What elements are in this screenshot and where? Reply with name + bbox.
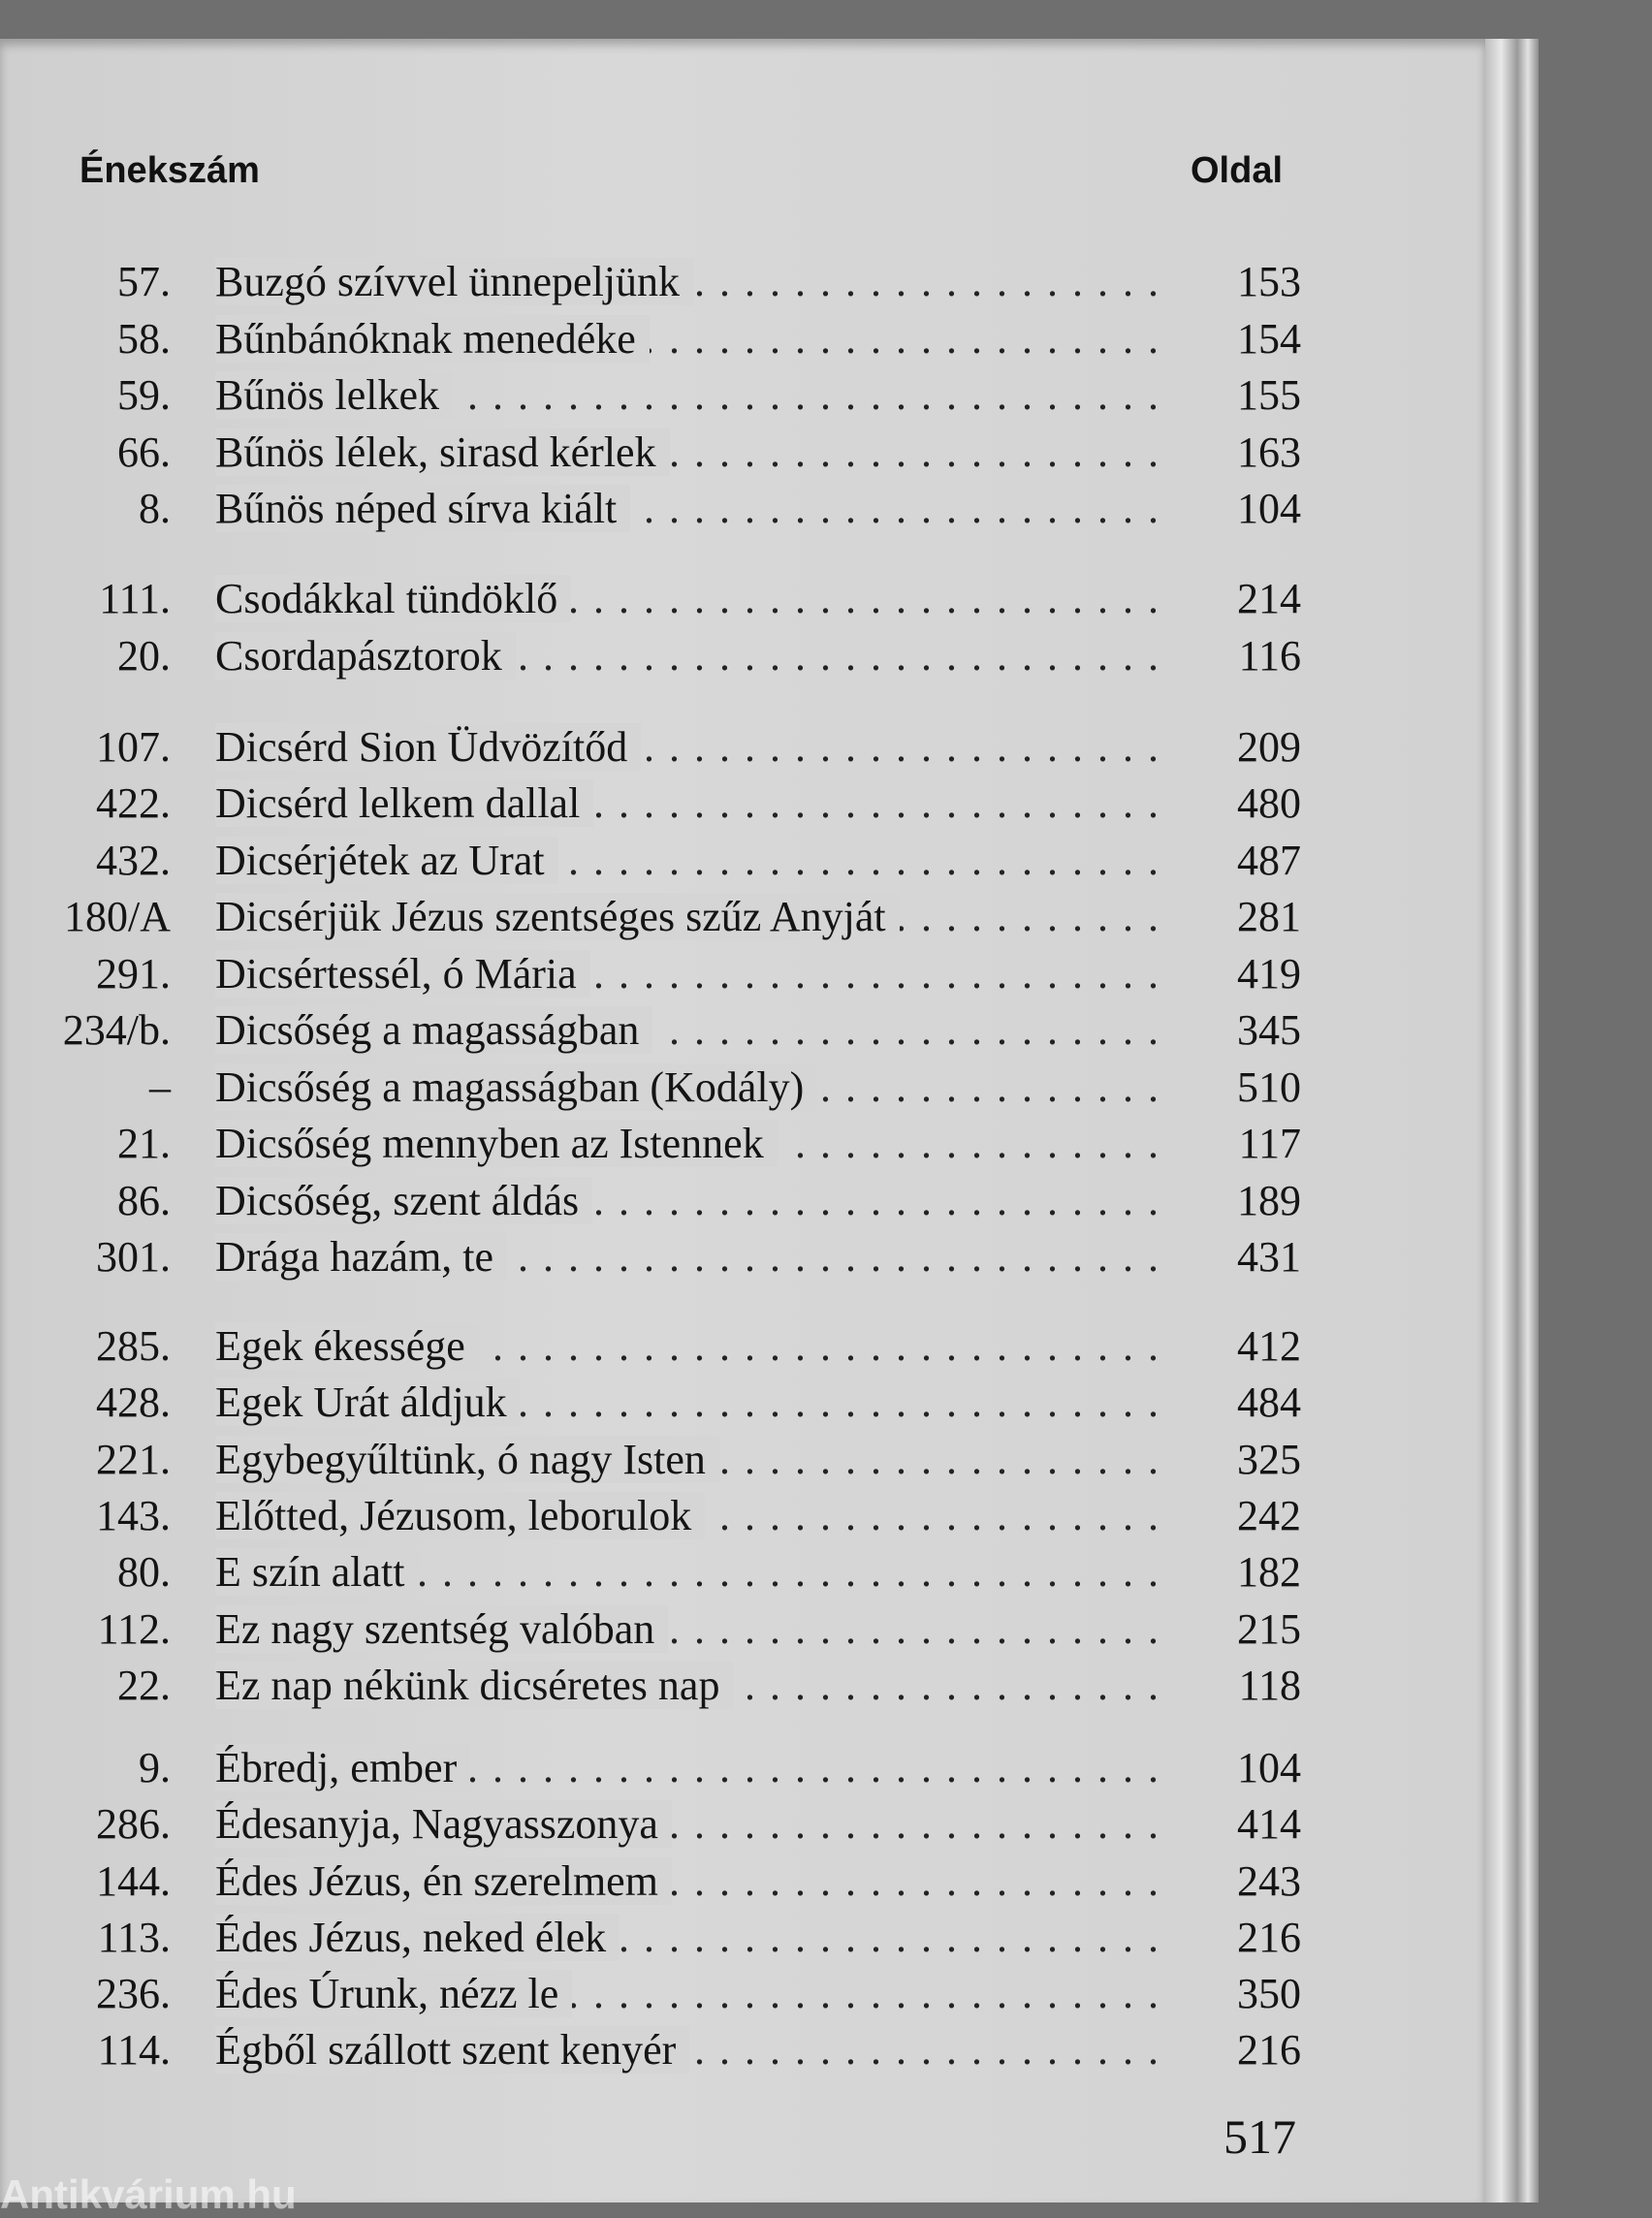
index-entry [0, 1911, 1485, 1965]
song-title: Buzgó szívvel ünnepeljünk [215, 258, 693, 305]
song-title: Édes Jézus, neked élek [215, 1914, 620, 1961]
song-page: 243 [1237, 1857, 1301, 1905]
index-entry [0, 947, 1485, 1001]
song-title-line [215, 482, 1175, 536]
song-page: 325 [1237, 1436, 1301, 1483]
index-entry [0, 1117, 1485, 1171]
song-number: 291. [96, 950, 171, 998]
song-title-line [215, 1174, 1175, 1228]
song-number: 86. [117, 1177, 171, 1224]
song-title-line [215, 1854, 1175, 1909]
song-page: 484 [1237, 1378, 1301, 1426]
index-entry [0, 1854, 1485, 1909]
song-title-line [215, 1433, 1175, 1487]
index-entry [0, 720, 1485, 775]
song-page: 209 [1237, 723, 1301, 771]
song-title-line [215, 1230, 1175, 1284]
song-title-line [215, 1489, 1175, 1543]
song-title: Ez nap nékünk dicséretes nap [215, 1662, 733, 1709]
song-title: Ébredj, ember [215, 1744, 470, 1791]
song-title-line [215, 2023, 1175, 2077]
index-entry [0, 1319, 1485, 1374]
song-title: Csodákkal tündöklő [215, 575, 571, 622]
index-entry [0, 1433, 1485, 1487]
song-page: 182 [1237, 1548, 1301, 1596]
song-title: Dicsérjük Jézus szentséges szűz Anyját [215, 893, 900, 940]
song-title: Előtted, Jézusom, leborulok [215, 1492, 705, 1539]
song-title-line [215, 1545, 1175, 1600]
song-page: 163 [1237, 428, 1301, 476]
index-entry [0, 2023, 1485, 2077]
song-number: 112. [97, 1605, 171, 1653]
song-title-line [215, 1319, 1175, 1374]
song-title: Dicsérjétek az Urat [215, 837, 558, 884]
header-song-number: Énekszám [79, 150, 260, 191]
song-title-line [215, 1659, 1175, 1713]
song-page: 350 [1237, 1970, 1301, 2017]
song-number: 114. [97, 2026, 171, 2074]
song-page: 281 [1237, 893, 1301, 940]
song-number: 286. [96, 1800, 171, 1848]
song-number: 221. [96, 1436, 171, 1483]
song-title-line [215, 629, 1175, 683]
index-entry [0, 312, 1485, 366]
index-entry [0, 1545, 1485, 1600]
song-number: 428. [96, 1378, 171, 1426]
song-title: Égből szállott szent kenyér [215, 2026, 689, 2074]
song-page: 480 [1237, 779, 1301, 827]
song-title-line [215, 890, 1175, 944]
index-entry [0, 482, 1485, 536]
song-number: – [149, 1063, 171, 1111]
song-title-line [215, 834, 1175, 888]
song-page: 215 [1237, 1605, 1301, 1653]
song-page: 104 [1237, 485, 1301, 532]
song-number: 66. [117, 428, 171, 476]
song-title-line [215, 1741, 1175, 1795]
index-entry [0, 834, 1485, 888]
song-title: Ez nagy szentség valóban [215, 1605, 668, 1653]
song-number: 59. [117, 371, 171, 419]
header-page: Oldal [1191, 150, 1284, 191]
song-number: 107. [96, 723, 171, 771]
index-entry [0, 776, 1485, 831]
index-entry [0, 1003, 1485, 1058]
book-cover-edge [1485, 39, 1539, 2202]
index-entry [0, 255, 1485, 309]
song-number: 143. [96, 1492, 171, 1539]
index-entry [0, 1659, 1485, 1713]
song-page: 116 [1238, 632, 1301, 680]
song-title: Bűnös néped sírva kiált [215, 485, 630, 532]
index-entry [0, 572, 1485, 626]
song-number: 180/A [64, 893, 171, 940]
song-title: Egybegyűltünk, ó nagy Isten [215, 1436, 719, 1483]
song-number: 57. [117, 258, 171, 305]
song-title-line [215, 1911, 1175, 1965]
song-title-line [215, 1117, 1175, 1171]
song-number: 22. [117, 1662, 171, 1709]
song-page: 214 [1237, 575, 1301, 622]
song-title-line [215, 255, 1175, 309]
index-entry [0, 890, 1485, 944]
song-page: 431 [1237, 1233, 1301, 1281]
song-number: 144. [96, 1857, 171, 1905]
song-title-line [215, 426, 1175, 480]
index-entry [0, 1376, 1485, 1430]
song-title-line [215, 776, 1175, 831]
song-number: 21. [117, 1120, 171, 1167]
song-page: 104 [1237, 1744, 1301, 1791]
song-page: 487 [1237, 837, 1301, 884]
song-page: 412 [1237, 1322, 1301, 1370]
song-title: E szín alatt [215, 1548, 419, 1596]
song-page: 189 [1237, 1177, 1301, 1224]
song-title-line [215, 1003, 1175, 1058]
song-title: Dicsérd lelkem dallal [215, 779, 593, 827]
song-page: 216 [1237, 2026, 1301, 2074]
index-entry [0, 1174, 1485, 1228]
song-title-line [215, 1061, 1175, 1115]
song-title-line [215, 572, 1175, 626]
song-page: 155 [1237, 371, 1301, 419]
song-page: 118 [1238, 1662, 1301, 1709]
song-number: 80. [117, 1548, 171, 1596]
song-page: 414 [1237, 1800, 1301, 1848]
song-number: 432. [96, 837, 171, 884]
song-number: 8. [139, 485, 171, 532]
song-page: 117 [1238, 1120, 1301, 1167]
song-title-line [215, 1797, 1175, 1852]
song-title: Csordapásztorok [215, 632, 516, 680]
song-title-line [215, 947, 1175, 1001]
song-number: 422. [96, 779, 171, 827]
song-number: 234/b. [62, 1006, 171, 1054]
song-number: 113. [97, 1914, 171, 1961]
song-title: Dicsérd Sion Üdvözítőd [215, 723, 641, 771]
index-entry [0, 1489, 1485, 1543]
song-title: Egek ékessége [215, 1322, 479, 1370]
index-entry [0, 426, 1485, 480]
watermark: Antikvárium.hu [0, 2171, 297, 2217]
song-title-line [215, 368, 1175, 423]
song-page: 216 [1237, 1914, 1301, 1961]
song-number: 58. [117, 315, 171, 363]
song-title-line [215, 1967, 1175, 2021]
song-title: Édesanyja, Nagyasszonya [215, 1800, 672, 1848]
song-title-line [215, 1602, 1175, 1657]
song-title-line [215, 312, 1175, 366]
page-number: 517 [1223, 2109, 1296, 2164]
index-entry [0, 1741, 1485, 1795]
index-entry [0, 1230, 1485, 1284]
song-page: 153 [1237, 258, 1301, 305]
song-page: 154 [1237, 315, 1301, 363]
song-title: Dicsőség, szent áldás [215, 1177, 592, 1224]
song-number: 111. [99, 575, 171, 622]
song-title: Bűnös lélek, sirasd kérlek [215, 428, 670, 476]
index-entry [0, 368, 1485, 423]
song-number: 301. [96, 1233, 171, 1281]
index-entry [0, 629, 1485, 683]
index-entry [0, 1967, 1485, 2021]
song-number: 236. [96, 1970, 171, 2017]
song-title-line [215, 720, 1175, 775]
song-page: 510 [1237, 1063, 1301, 1111]
index-entry [0, 1602, 1485, 1657]
song-title: Dicsértessél, ó Mária [215, 950, 590, 998]
song-title: Bűnös lelkek [215, 371, 453, 419]
song-title: Édes Úrunk, nézz le [215, 1970, 572, 2017]
song-title-line [215, 1376, 1175, 1430]
song-title: Egek Urát áldjuk [215, 1378, 521, 1426]
song-page: 345 [1237, 1006, 1301, 1054]
index-entry [0, 1061, 1485, 1115]
song-page: 419 [1237, 950, 1301, 998]
song-title: Dicsőség mennyben az Istennek [215, 1120, 778, 1167]
song-title: Drága hazám, te [215, 1233, 507, 1281]
song-number: 285. [96, 1322, 171, 1370]
song-title: Édes Jézus, én szerelmem [215, 1857, 672, 1905]
song-title: Bűnbánóknak menedéke [215, 315, 650, 363]
song-title: Dicsőség a magasságban (Kodály) [215, 1063, 817, 1111]
song-number: 20. [117, 632, 171, 680]
index-entry [0, 1797, 1485, 1852]
song-title: Dicsőség a magasságban [215, 1006, 652, 1054]
song-page: 242 [1237, 1492, 1301, 1539]
song-number: 9. [139, 1744, 171, 1791]
